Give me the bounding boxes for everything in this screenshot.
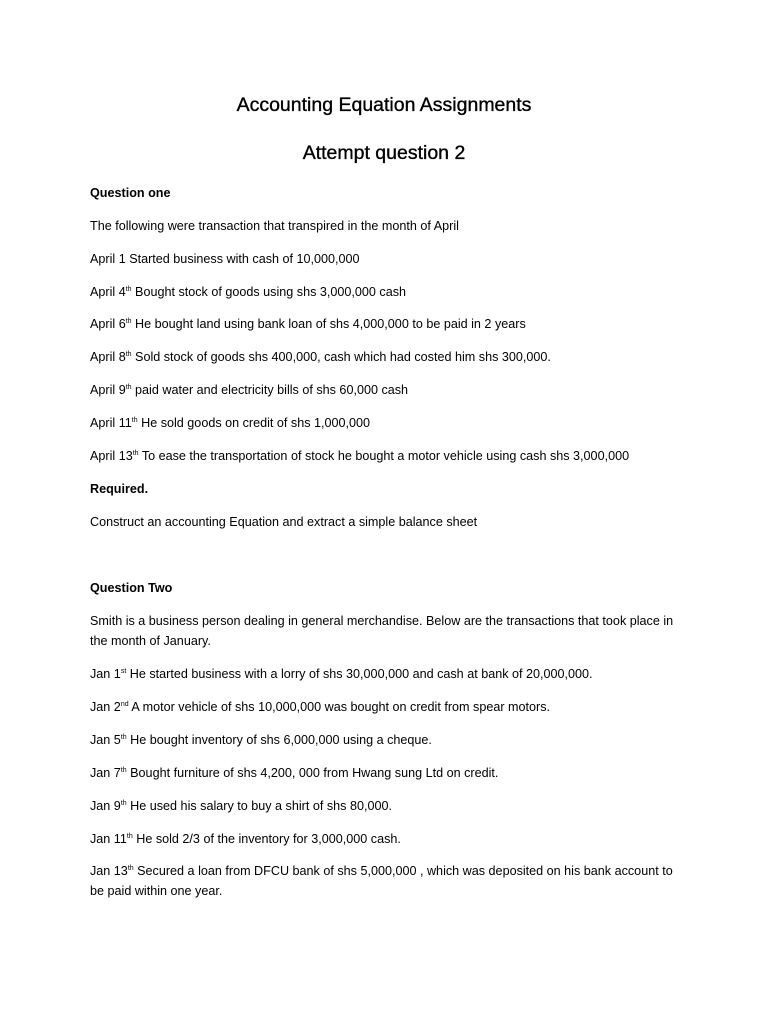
ordinal-suffix: th xyxy=(125,286,132,293)
question-two-item xyxy=(90,697,690,717)
document-subtitle: Attempt question 2 xyxy=(302,142,466,164)
ordinal-suffix: th xyxy=(126,833,133,840)
question-two-item xyxy=(90,763,690,783)
question-two-item xyxy=(90,829,690,849)
item-date: Jan 7 xyxy=(90,766,121,780)
question-two-heading: Question Two xyxy=(90,581,173,595)
item-date: Jan 9 xyxy=(90,799,121,813)
item-date: April 1 xyxy=(90,252,126,266)
item-text: Secured a loan from DFCU bank of shs 5,000,000 , which was deposited on his bank account to be paid within one year. xyxy=(90,864,673,898)
question-one-item xyxy=(90,413,690,433)
ordinal-suffix: th xyxy=(125,351,132,358)
question-two-item xyxy=(90,664,690,684)
required-label: Required. xyxy=(90,482,149,496)
ordinal-suffix: nd xyxy=(120,701,129,708)
item-date: Jan 11 xyxy=(90,832,127,846)
item-date: Jan 2 xyxy=(90,700,121,714)
item-date: April 8 xyxy=(90,350,126,364)
question-two-item xyxy=(90,796,690,816)
question-one-heading: Question one xyxy=(90,186,171,200)
item-text: paid water and electricity bills of shs 60,000 cash xyxy=(131,383,409,397)
question-one-item xyxy=(90,282,690,302)
question-one-item xyxy=(90,249,690,269)
question-one-item xyxy=(90,380,690,400)
item-text: To ease the transportation of stock he bought a motor vehicle using cash shs 3,000,000 xyxy=(138,449,630,463)
item-date: Jan 13 xyxy=(90,864,128,878)
item-date: April 9 xyxy=(90,383,126,397)
question-two-item xyxy=(90,730,690,750)
document-title: Accounting Equation Assignments xyxy=(236,94,532,116)
item-text: He started business with a lorry of shs 30,000,000 and cash at bank of 20,000,000. xyxy=(126,667,593,681)
item-date: April 13 xyxy=(90,449,133,463)
ordinal-suffix: th xyxy=(125,318,132,325)
ordinal-suffix: th xyxy=(120,767,127,774)
item-text: He bought land using bank loan of shs 4,000,000 to be paid in 2 years xyxy=(131,317,526,331)
question-two-item xyxy=(90,861,690,901)
ordinal-suffix: th xyxy=(132,450,139,457)
question-two-intro: Smith is a business person dealing in general merchandise. Below are the transactions that took place in the month of January. xyxy=(90,614,674,648)
question-one-intro: The following were transaction that transpired in the month of April xyxy=(90,219,459,233)
item-text: A motor vehicle of shs 10,000,000 was bought on credit from spear motors. xyxy=(128,700,551,714)
item-date: Jan 5 xyxy=(90,733,121,747)
item-text: Bought stock of goods using shs 3,000,000 cash xyxy=(131,285,406,299)
question-one-item xyxy=(90,446,690,466)
item-date: Jan 1 xyxy=(90,667,121,681)
ordinal-suffix: st xyxy=(120,668,127,675)
item-date: April 11 xyxy=(90,416,132,430)
item-text: He used his salary to buy a shirt of shs 80,000. xyxy=(126,799,392,813)
item-text: Started business with cash of 10,000,000 xyxy=(125,252,360,266)
item-text: He sold 2/3 of the inventory for 3,000,000 cash. xyxy=(132,832,401,846)
question-one-item xyxy=(90,347,690,367)
item-date: April 4 xyxy=(90,285,126,299)
item-text: Sold stock of goods shs 400,000, cash which had costed him shs 300,000. xyxy=(131,350,551,364)
item-text: He bought inventory of shs 6,000,000 using a cheque. xyxy=(126,733,432,747)
ordinal-suffix: th xyxy=(127,865,134,872)
ordinal-suffix: th xyxy=(120,734,127,741)
item-text: He sold goods on credit of shs 1,000,000 xyxy=(137,416,371,430)
ordinal-suffix: th xyxy=(125,384,132,391)
required-text: Construct an accounting Equation and extract a simple balance sheet xyxy=(90,515,478,529)
item-date: April 6 xyxy=(90,317,126,331)
ordinal-suffix: th xyxy=(131,417,138,424)
ordinal-suffix: th xyxy=(120,800,127,807)
item-text: Bought furniture of shs 4,200, 000 from Hwang sung Ltd on credit. xyxy=(126,766,499,780)
question-one-item xyxy=(90,314,690,334)
